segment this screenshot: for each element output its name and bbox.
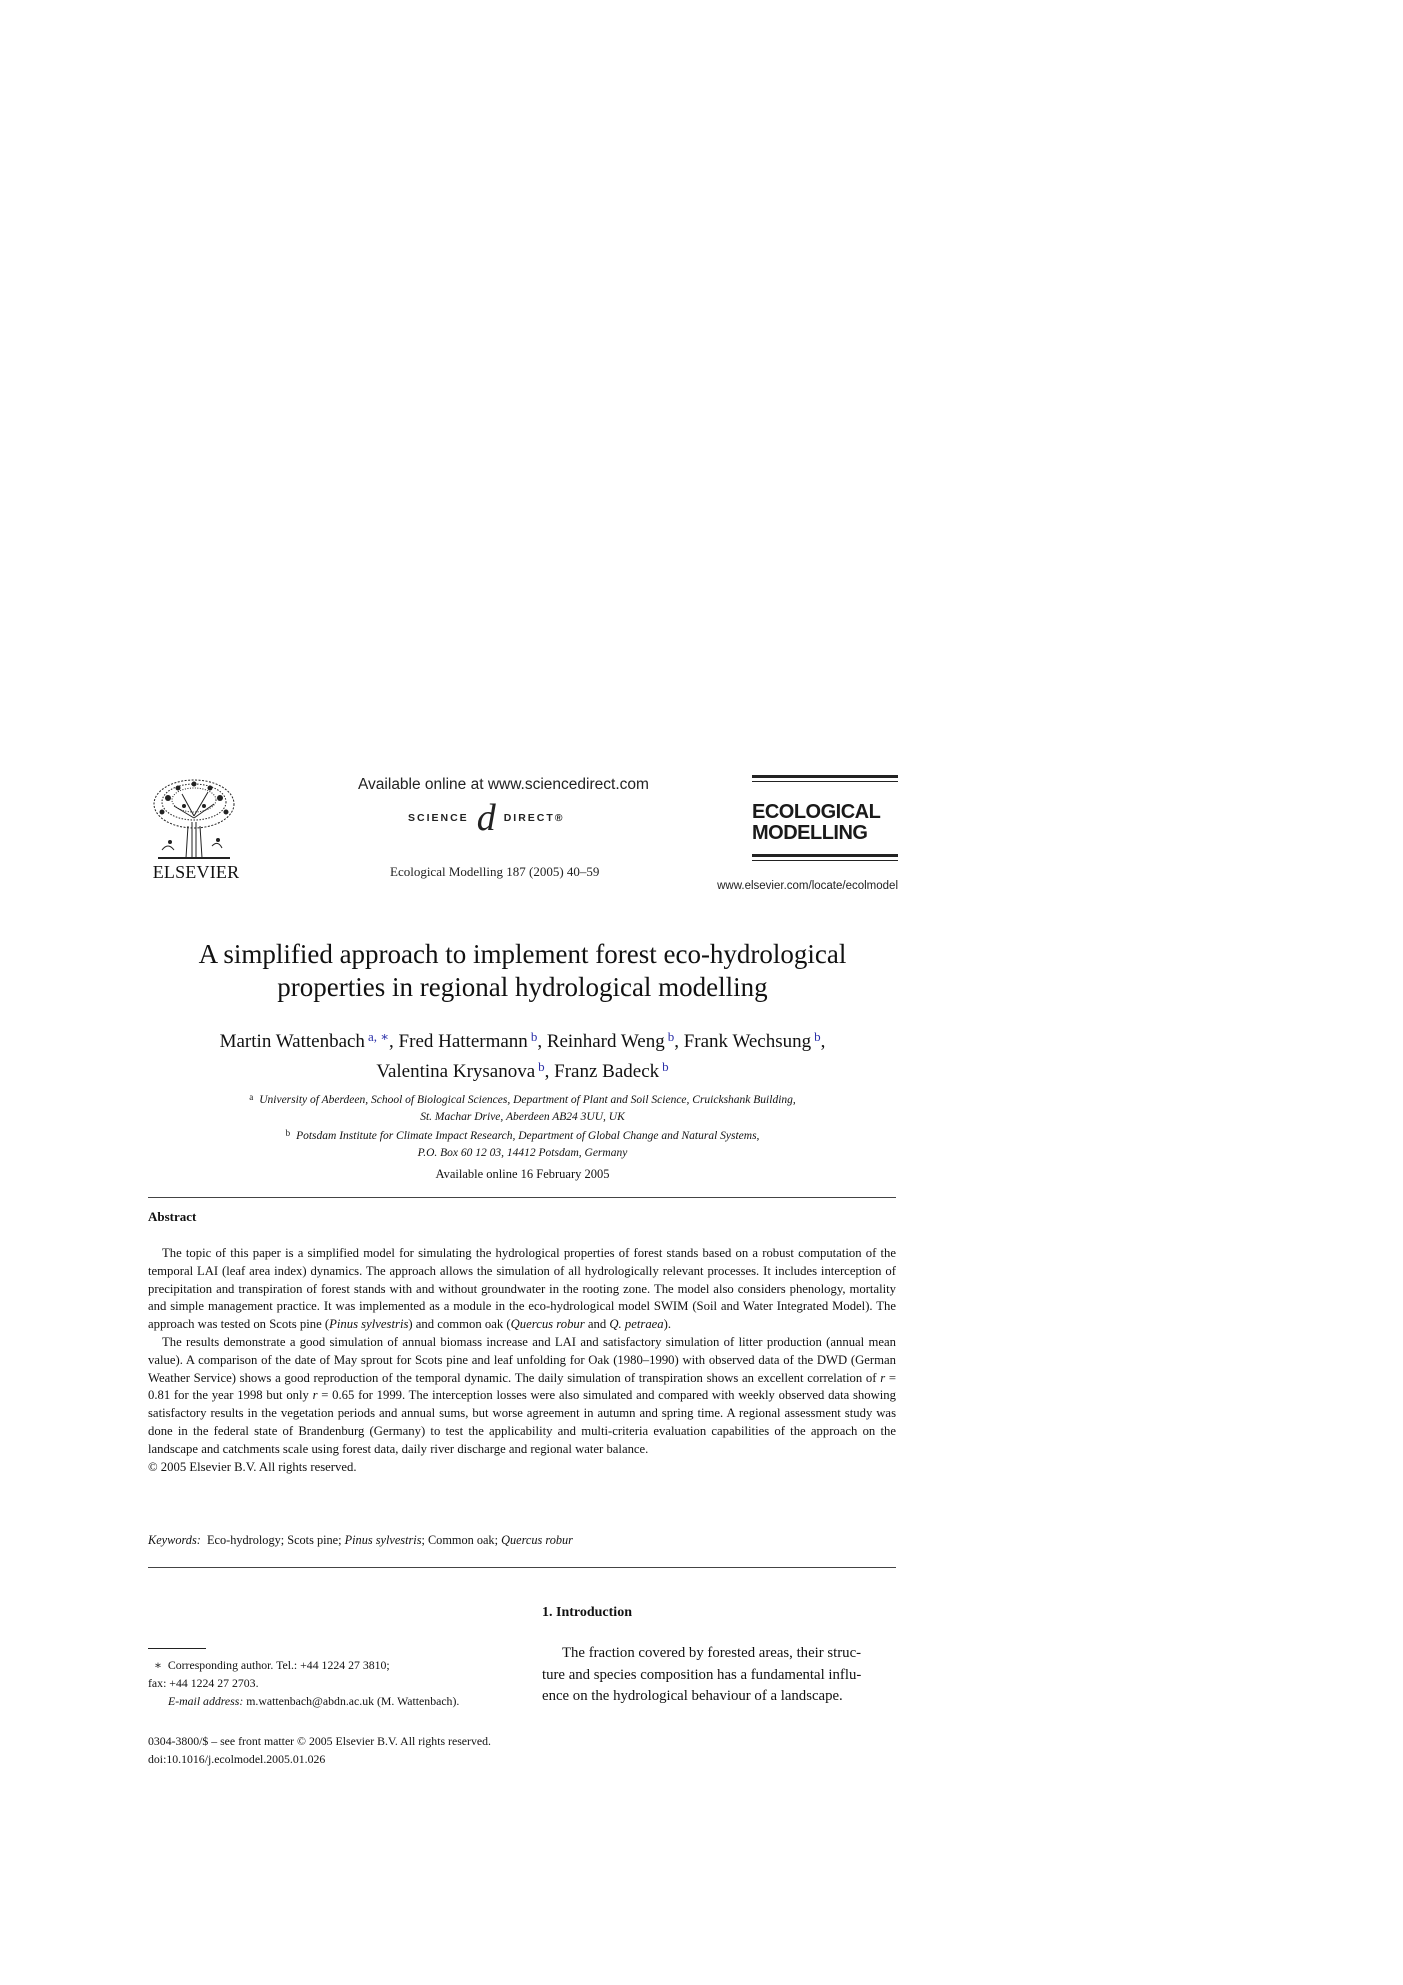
- intro-line: ence on the hydrological behaviour of a landscape.: [542, 1688, 843, 1704]
- author-separator: ,: [544, 1061, 555, 1082]
- abstract-text: and: [584, 1317, 610, 1332]
- corresponding-author-footnote: [148, 1656, 508, 1710]
- abstract-text: = 0.65 for 1999. The interception losses were also simulated and compared with weekly observed data showing satisfactory results in the vegetation periods and annual sums, but worse agreement in autumn and spring time. A regional assessment study was done in the federal state of Brandenburg (Germany) to test the applicability and multi-criteria evaluation capabilities of the approach on the landscape and catchments scale using forest data, daily river discharge and regional water balance.: [148, 1388, 896, 1456]
- publisher-name: ELSEVIER: [152, 862, 240, 882]
- author-name: Frank Wechsung: [683, 1031, 812, 1052]
- affiliation-mark: a: [249, 1092, 254, 1102]
- author-affiliation-link[interactable]: a, ∗: [367, 1029, 390, 1044]
- affiliation-text: Potsdam Institute for Climate Impact Research, Department of Global Change and Natural Systems,: [296, 1130, 760, 1142]
- abstract-body: [148, 1245, 896, 1476]
- author-separator: ,: [389, 1031, 399, 1052]
- keyword-text: Eco-hydrology; Scots pine;: [206, 1533, 345, 1547]
- abstract-paragraph: [148, 1245, 896, 1334]
- author-name: Fred Hattermann: [398, 1031, 528, 1052]
- email-link[interactable]: m.wattenbach@abdn.ac.uk (M. Wattenbach).: [246, 1694, 460, 1708]
- journal-name: [752, 802, 898, 844]
- keyword-text: Quercus robur: [501, 1533, 573, 1547]
- author-name: Reinhard Weng: [546, 1031, 665, 1052]
- intro-line: ture and species composition has a fundamental influ-: [542, 1666, 862, 1683]
- math-symbol: r: [880, 1370, 886, 1385]
- author-line1: [150, 1024, 895, 1054]
- author-affiliation-link[interactable]: b: [530, 1029, 538, 1044]
- journal-name-line1: ECOLOGICAL: [752, 801, 881, 823]
- introduction-text: [542, 1643, 896, 1708]
- abstract-heading: Abstract: [148, 1209, 197, 1224]
- species-name: Pinus sylvestris: [329, 1317, 409, 1332]
- footnote-text: fax: +44 1224 27 2703.: [148, 1676, 259, 1690]
- abstract-text: = 0.81 for the year 1998 but only: [148, 1370, 896, 1403]
- available-online-notice: Available online at www.sciencedirect.com: [358, 776, 649, 793]
- author-affiliation-link[interactable]: b: [814, 1029, 821, 1044]
- journal-name-line2: MODELLING: [752, 822, 868, 844]
- author-list: [150, 1024, 895, 1084]
- article-title: [150, 938, 895, 1004]
- title-line1: A simplified approach to implement forest eco-hydrological: [198, 939, 847, 969]
- abstract-text: ) and common oak (: [408, 1317, 511, 1332]
- author-line2: [150, 1054, 895, 1084]
- species-name: Q. petraea: [609, 1317, 664, 1332]
- section-heading-introduction: 1. Introduction: [542, 1605, 632, 1620]
- sd-logo-mark: d: [476, 797, 496, 839]
- divider: [148, 1567, 896, 1568]
- author-name: Valentina Krysanova: [376, 1061, 536, 1082]
- journal-url-link[interactable]: www.elsevier.com/locate/ecolmodel: [717, 880, 898, 892]
- footnote-rule: [148, 1648, 206, 1649]
- author-affiliation-link[interactable]: b: [667, 1029, 675, 1044]
- affiliation-a: [150, 1089, 895, 1109]
- abstract-text: The topic of this paper is a simplified model for simulating the hydrological properties of forest stands based on a robust computation of the temporal LAI (leaf area index) dynamics. The approach allows the simulation of all hydrologically relevant processes. It includes interception of precipitation and transpiration of forest stands with and without groundwater in the rooting zone. The model also considers phenology, mortality and simple management practice. It was implemented as a module in the eco-hydrological model SWIM (Soil and Water Integrated Model). The approach was tested on Scots pine (: [148, 1246, 896, 1332]
- affiliation-text: St. Machar Drive, Aberdeen AB24 3UU, UK: [420, 1110, 625, 1123]
- affiliation-text: P.O. Box 60 12 03, 14412 Potsdam, Germany: [417, 1146, 628, 1159]
- keywords: [148, 1533, 896, 1548]
- author-name: Martin Wattenbach: [219, 1031, 365, 1052]
- affiliation-mark: b: [285, 1128, 291, 1138]
- math-symbol: r: [312, 1388, 318, 1403]
- doi-link[interactable]: doi:10.1016/j.ecolmodel.2005.01.026: [148, 1752, 326, 1766]
- keywords-label: Keywords:: [148, 1533, 201, 1547]
- abstract-paragraph: [148, 1334, 896, 1459]
- intro-line: The fraction covered by forested areas, their struc-: [562, 1645, 862, 1661]
- author-separator: ,: [537, 1031, 547, 1052]
- author-separator: ,: [820, 1031, 826, 1052]
- abstract-text: ).: [663, 1317, 672, 1332]
- journal-citation: Ecological Modelling 187 (2005) 40–59: [390, 864, 600, 879]
- footnote-line: [148, 1656, 508, 1674]
- affiliation-b: [150, 1125, 895, 1145]
- keyword-text: Pinus sylvestris: [344, 1533, 422, 1547]
- affiliation-text: University of Aberdeen, School of Biological Sciences, Department of Plant and Soil Science, Cruickshank Building,: [259, 1094, 796, 1106]
- journal-masthead: [752, 775, 898, 861]
- masthead-bottom-rule: [752, 854, 898, 861]
- author-affiliation-link[interactable]: b: [538, 1059, 545, 1074]
- sd-logo-right-text: DIRECT®: [503, 812, 565, 824]
- email-label: E-mail address:: [168, 1694, 244, 1708]
- abstract-copyright: © 2005 Elsevier B.V. All rights reserved.: [148, 1459, 357, 1474]
- footnote-marker: ∗: [153, 1658, 162, 1672]
- sciencedirect-logo: [408, 797, 565, 839]
- available-online-date: Available online 16 February 2005: [435, 1167, 610, 1181]
- keyword-text: ; Common oak;: [421, 1533, 502, 1547]
- masthead-top-rule: [752, 775, 898, 782]
- front-matter-text: 0304-3800/$ – see front matter © 2005 Elsevier B.V. All rights reserved.: [148, 1734, 491, 1748]
- abstract-text: The results demonstrate a good simulation of annual biomass increase and LAI and satisfactory simulation of litter production (annual mean value). A comparison of the date of May sprout for Scots pine and leaf unfolding for Oak (1980–1990) with observed data of the DWD (German Weather Service) shows a good reproduction of the temporal dynamic. The daily simulation of transpiration shows an excellent correlation of: [148, 1334, 896, 1385]
- divider: [148, 1197, 896, 1198]
- footnote-line: [148, 1692, 508, 1710]
- front-matter: [148, 1732, 568, 1768]
- sd-logo-left-text: SCIENCE: [408, 812, 469, 824]
- title-line2: properties in regional hydrological modelling: [277, 972, 768, 1002]
- author-affiliation-link[interactable]: b: [662, 1059, 669, 1074]
- affiliations: [150, 1089, 895, 1161]
- author-separator: ,: [674, 1031, 684, 1052]
- species-name: Quercus robur: [510, 1317, 585, 1332]
- footnote-text: Corresponding author. Tel.: +44 1224 27 3810;: [167, 1658, 390, 1672]
- author-name: Franz Badeck: [554, 1061, 660, 1082]
